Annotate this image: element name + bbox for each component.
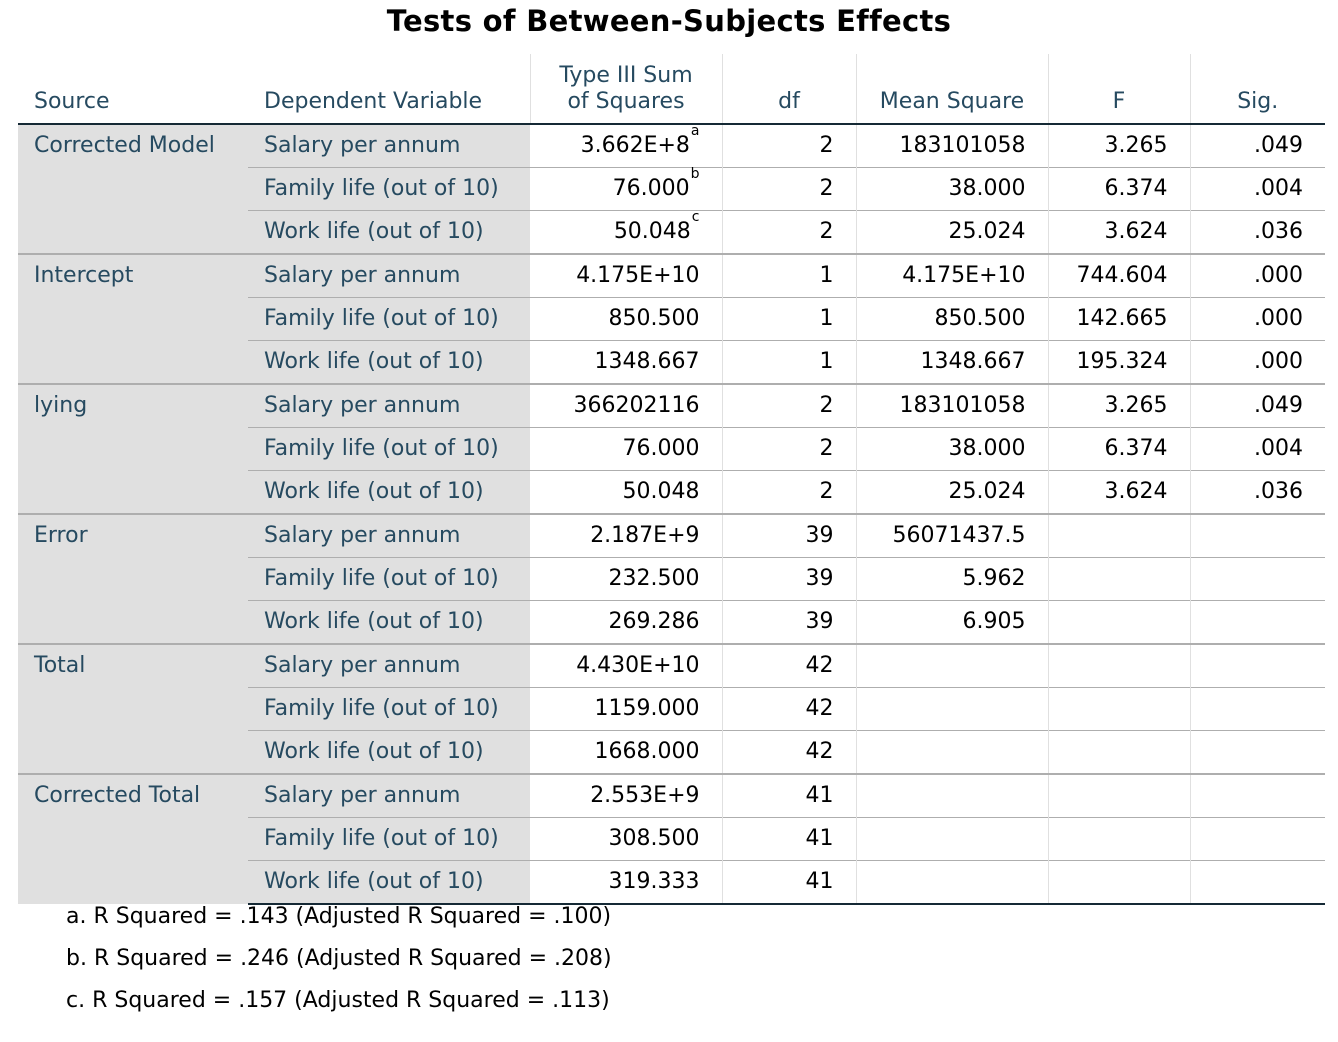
df-cell bbox=[722, 688, 856, 731]
sum-of-squares-cell bbox=[530, 774, 722, 818]
sig-value-cell bbox=[1190, 601, 1325, 645]
df: 1 bbox=[819, 349, 834, 374]
sum-of-squares-cell bbox=[530, 731, 722, 775]
sig-value-cell bbox=[1190, 471, 1325, 515]
f-value-cell bbox=[1048, 514, 1190, 558]
header-sig: Sig. bbox=[1190, 54, 1325, 124]
header-sum-of-squares bbox=[530, 54, 722, 124]
sig-value-cell bbox=[1190, 168, 1325, 211]
dependent-variable-label: Work life (out of 10) bbox=[248, 861, 530, 905]
dependent-variable-label: Family life (out of 10) bbox=[248, 298, 530, 341]
df-cell bbox=[722, 558, 856, 601]
df-cell bbox=[722, 471, 856, 515]
table-row bbox=[18, 124, 1325, 168]
f-value-cell bbox=[1048, 731, 1190, 775]
header-df: df bbox=[722, 54, 856, 124]
mean-square-cell bbox=[856, 861, 1048, 905]
df: 41 bbox=[805, 869, 834, 894]
sig-value-cell bbox=[1190, 124, 1325, 168]
dependent-variable-label: Salary per annum bbox=[248, 774, 530, 818]
f-value-cell bbox=[1048, 298, 1190, 341]
sig-value-cell bbox=[1190, 818, 1325, 861]
mean-square: 183101058 bbox=[899, 133, 1026, 158]
sum-of-squares: 3.662E+8 bbox=[580, 133, 690, 158]
source-label: lying bbox=[18, 384, 248, 514]
dependent-variable-label: Family life (out of 10) bbox=[248, 428, 530, 471]
f-value: 3.265 bbox=[1104, 133, 1168, 158]
f-value-cell bbox=[1048, 644, 1190, 688]
sig-value-cell bbox=[1190, 731, 1325, 775]
f-value: 744.604 bbox=[1076, 263, 1168, 288]
dependent-variable-label: Salary per annum bbox=[248, 254, 530, 298]
table-row bbox=[18, 514, 1325, 558]
footnote-marker: b bbox=[690, 166, 700, 182]
dependent-variable-label: Salary per annum bbox=[248, 514, 530, 558]
df: 1 bbox=[819, 263, 834, 288]
mean-square-cell bbox=[856, 254, 1048, 298]
mean-square-cell bbox=[856, 558, 1048, 601]
table-title: Tests of Between-Subjects Effects bbox=[386, 4, 952, 38]
df-cell bbox=[722, 428, 856, 471]
df-cell bbox=[722, 818, 856, 861]
dependent-variable-label: Family life (out of 10) bbox=[248, 818, 530, 861]
sig-value-cell bbox=[1190, 688, 1325, 731]
mean-square-cell bbox=[856, 818, 1048, 861]
f-value-cell bbox=[1048, 818, 1190, 861]
df-cell bbox=[722, 254, 856, 298]
source-label: Corrected Total bbox=[18, 774, 248, 904]
footnotes bbox=[66, 896, 612, 1022]
mean-square: 25.024 bbox=[948, 479, 1026, 504]
sum-of-squares: 1668.000 bbox=[594, 739, 700, 764]
sum-of-squares-cell bbox=[530, 428, 722, 471]
f-value-cell bbox=[1048, 341, 1190, 385]
sum-of-squares-cell bbox=[530, 124, 722, 168]
f-value-cell bbox=[1048, 471, 1190, 515]
df-cell bbox=[722, 341, 856, 385]
f-value: 3.624 bbox=[1104, 479, 1168, 504]
footnote-marker: c bbox=[691, 209, 700, 225]
mean-square: 6.905 bbox=[962, 609, 1026, 634]
f-value: 6.374 bbox=[1104, 176, 1168, 201]
sum-of-squares: 2.187E+9 bbox=[590, 523, 700, 548]
mean-square-cell bbox=[856, 601, 1048, 645]
df: 2 bbox=[819, 219, 834, 244]
header-ss-line1: Type III Sum bbox=[559, 63, 693, 88]
mean-square: 5.962 bbox=[962, 566, 1026, 591]
dependent-variable-label: Work life (out of 10) bbox=[248, 211, 530, 255]
mean-square-cell bbox=[856, 124, 1048, 168]
sig-value: .004 bbox=[1254, 176, 1303, 201]
f-value-cell bbox=[1048, 211, 1190, 255]
df-cell bbox=[722, 514, 856, 558]
dependent-variable-label: Family life (out of 10) bbox=[248, 688, 530, 731]
sig-value-cell bbox=[1190, 774, 1325, 818]
header-source: Source bbox=[18, 54, 248, 124]
dependent-variable-label: Work life (out of 10) bbox=[248, 471, 530, 515]
f-value-cell bbox=[1048, 688, 1190, 731]
df: 42 bbox=[805, 696, 834, 721]
df-cell bbox=[722, 601, 856, 645]
df: 2 bbox=[819, 176, 834, 201]
dependent-variable-label: Work life (out of 10) bbox=[248, 341, 530, 385]
sig-value: .049 bbox=[1254, 393, 1303, 418]
sum-of-squares: 1348.667 bbox=[594, 349, 700, 374]
sum-of-squares: 308.500 bbox=[608, 826, 700, 851]
sum-of-squares: 50.048 bbox=[622, 479, 700, 504]
source-label: Total bbox=[18, 644, 248, 774]
sig-value-cell bbox=[1190, 514, 1325, 558]
table-row bbox=[18, 774, 1325, 818]
source-label: Intercept bbox=[18, 254, 248, 384]
mean-square-cell bbox=[856, 384, 1048, 428]
sum-of-squares-cell bbox=[530, 298, 722, 341]
df: 39 bbox=[805, 566, 834, 591]
sum-of-squares-cell bbox=[530, 168, 722, 211]
sig-value-cell bbox=[1190, 428, 1325, 471]
mean-square: 183101058 bbox=[899, 393, 1026, 418]
df-cell bbox=[722, 731, 856, 775]
df-cell bbox=[722, 774, 856, 818]
header-row bbox=[18, 54, 1325, 124]
mean-square-cell bbox=[856, 644, 1048, 688]
sig-value-cell bbox=[1190, 644, 1325, 688]
sum-of-squares: 850.500 bbox=[608, 306, 700, 331]
sum-of-squares: 4.175E+10 bbox=[576, 263, 700, 288]
sum-of-squares: 1159.000 bbox=[594, 696, 700, 721]
sig-value-cell bbox=[1190, 341, 1325, 385]
footnote-a: a. R Squared = .143 (Adjusted R Squared = .100) bbox=[66, 904, 612, 929]
df-cell bbox=[722, 861, 856, 905]
f-value: 3.265 bbox=[1104, 393, 1168, 418]
dependent-variable-label: Salary per annum bbox=[248, 384, 530, 428]
f-value-cell bbox=[1048, 601, 1190, 645]
f-value: 195.324 bbox=[1076, 349, 1168, 374]
footnote-marker: a bbox=[690, 123, 700, 139]
sum-of-squares: 232.500 bbox=[608, 566, 700, 591]
df: 1 bbox=[819, 306, 834, 331]
sig-value-cell bbox=[1190, 254, 1325, 298]
mean-square: 4.175E+10 bbox=[902, 263, 1026, 288]
f-value-cell bbox=[1048, 558, 1190, 601]
source-label: Corrected Model bbox=[18, 124, 248, 254]
f-value-cell bbox=[1048, 861, 1190, 905]
f-value: 3.624 bbox=[1104, 219, 1168, 244]
sig-value: .000 bbox=[1254, 349, 1303, 374]
sig-value-cell bbox=[1190, 558, 1325, 601]
df-cell bbox=[722, 384, 856, 428]
df: 2 bbox=[819, 436, 834, 461]
sig-value: .004 bbox=[1254, 436, 1303, 461]
mean-square: 25.024 bbox=[948, 219, 1026, 244]
mean-square: 38.000 bbox=[948, 436, 1026, 461]
sig-value: .000 bbox=[1254, 263, 1303, 288]
mean-square: 56071437.5 bbox=[892, 523, 1026, 548]
sum-of-squares-cell bbox=[530, 644, 722, 688]
mean-square-cell bbox=[856, 774, 1048, 818]
df-cell bbox=[722, 211, 856, 255]
mean-square-cell bbox=[856, 688, 1048, 731]
df-cell bbox=[722, 644, 856, 688]
sum-of-squares-cell bbox=[530, 471, 722, 515]
sum-of-squares: 76.000 bbox=[622, 436, 700, 461]
sig-value: .000 bbox=[1254, 306, 1303, 331]
sig-value-cell bbox=[1190, 211, 1325, 255]
df: 2 bbox=[819, 133, 834, 158]
table-row bbox=[18, 254, 1325, 298]
dependent-variable-label: Work life (out of 10) bbox=[248, 731, 530, 775]
anova-table bbox=[18, 54, 1325, 905]
sum-of-squares-cell bbox=[530, 211, 722, 255]
footnote-b: b. R Squared = .246 (Adjusted R Squared = .208) bbox=[66, 946, 612, 971]
header-ss-line2: of Squares bbox=[567, 89, 685, 114]
footnote-c: c. R Squared = .157 (Adjusted R Squared = .113) bbox=[66, 988, 610, 1013]
mean-square-cell bbox=[856, 168, 1048, 211]
sum-of-squares: 269.286 bbox=[608, 609, 700, 634]
sum-of-squares-cell bbox=[530, 601, 722, 645]
df-cell bbox=[722, 168, 856, 211]
header-dependent-variable: Dependent Variable bbox=[248, 54, 530, 124]
df: 42 bbox=[805, 739, 834, 764]
f-value-cell bbox=[1048, 124, 1190, 168]
dependent-variable-label: Salary per annum bbox=[248, 124, 530, 168]
sum-of-squares: 319.333 bbox=[608, 869, 700, 894]
sum-of-squares-cell bbox=[530, 688, 722, 731]
df: 39 bbox=[805, 523, 834, 548]
dependent-variable-label: Family life (out of 10) bbox=[248, 558, 530, 601]
mean-square: 850.500 bbox=[934, 306, 1026, 331]
sum-of-squares: 76.000 bbox=[612, 176, 690, 201]
sig-value-cell bbox=[1190, 298, 1325, 341]
f-value-cell bbox=[1048, 428, 1190, 471]
df: 42 bbox=[805, 653, 834, 678]
sum-of-squares: 50.048 bbox=[613, 219, 691, 244]
f-value: 6.374 bbox=[1104, 436, 1168, 461]
sig-value: .049 bbox=[1254, 133, 1303, 158]
sum-of-squares-cell bbox=[530, 558, 722, 601]
mean-square-cell bbox=[856, 211, 1048, 255]
df: 39 bbox=[805, 609, 834, 634]
df: 2 bbox=[819, 393, 834, 418]
mean-square-cell bbox=[856, 341, 1048, 385]
source-label: Error bbox=[18, 514, 248, 644]
sig-value-cell bbox=[1190, 384, 1325, 428]
header-mean-square: Mean Square bbox=[856, 54, 1048, 124]
mean-square-cell bbox=[856, 428, 1048, 471]
table-body bbox=[18, 124, 1325, 904]
mean-square-cell bbox=[856, 298, 1048, 341]
df: 41 bbox=[805, 783, 834, 808]
f-value: 142.665 bbox=[1076, 306, 1168, 331]
dependent-variable-label: Salary per annum bbox=[248, 644, 530, 688]
sum-of-squares-cell bbox=[530, 254, 722, 298]
table-row bbox=[18, 644, 1325, 688]
df-cell bbox=[722, 298, 856, 341]
sum-of-squares-cell bbox=[530, 384, 722, 428]
sum-of-squares-cell bbox=[530, 341, 722, 385]
dependent-variable-label: Family life (out of 10) bbox=[248, 168, 530, 211]
df: 41 bbox=[805, 826, 834, 851]
mean-square-cell bbox=[856, 514, 1048, 558]
dependent-variable-label: Work life (out of 10) bbox=[248, 601, 530, 645]
sig-value-cell bbox=[1190, 861, 1325, 905]
sum-of-squares-cell bbox=[530, 818, 722, 861]
sum-of-squares: 2.553E+9 bbox=[590, 783, 700, 808]
sum-of-squares: 366202116 bbox=[573, 393, 700, 418]
f-value-cell bbox=[1048, 254, 1190, 298]
mean-square-cell bbox=[856, 471, 1048, 515]
f-value-cell bbox=[1048, 774, 1190, 818]
sig-value: .036 bbox=[1254, 479, 1303, 504]
f-value-cell bbox=[1048, 168, 1190, 211]
sum-of-squares-cell bbox=[530, 514, 722, 558]
df: 2 bbox=[819, 479, 834, 504]
mean-square-cell bbox=[856, 731, 1048, 775]
mean-square: 38.000 bbox=[948, 176, 1026, 201]
mean-square: 1348.667 bbox=[920, 349, 1026, 374]
table-row bbox=[18, 384, 1325, 428]
f-value-cell bbox=[1048, 384, 1190, 428]
df-cell bbox=[722, 124, 856, 168]
sum-of-squares: 4.430E+10 bbox=[576, 653, 700, 678]
sig-value: .036 bbox=[1254, 219, 1303, 244]
header-f: F bbox=[1048, 54, 1190, 124]
